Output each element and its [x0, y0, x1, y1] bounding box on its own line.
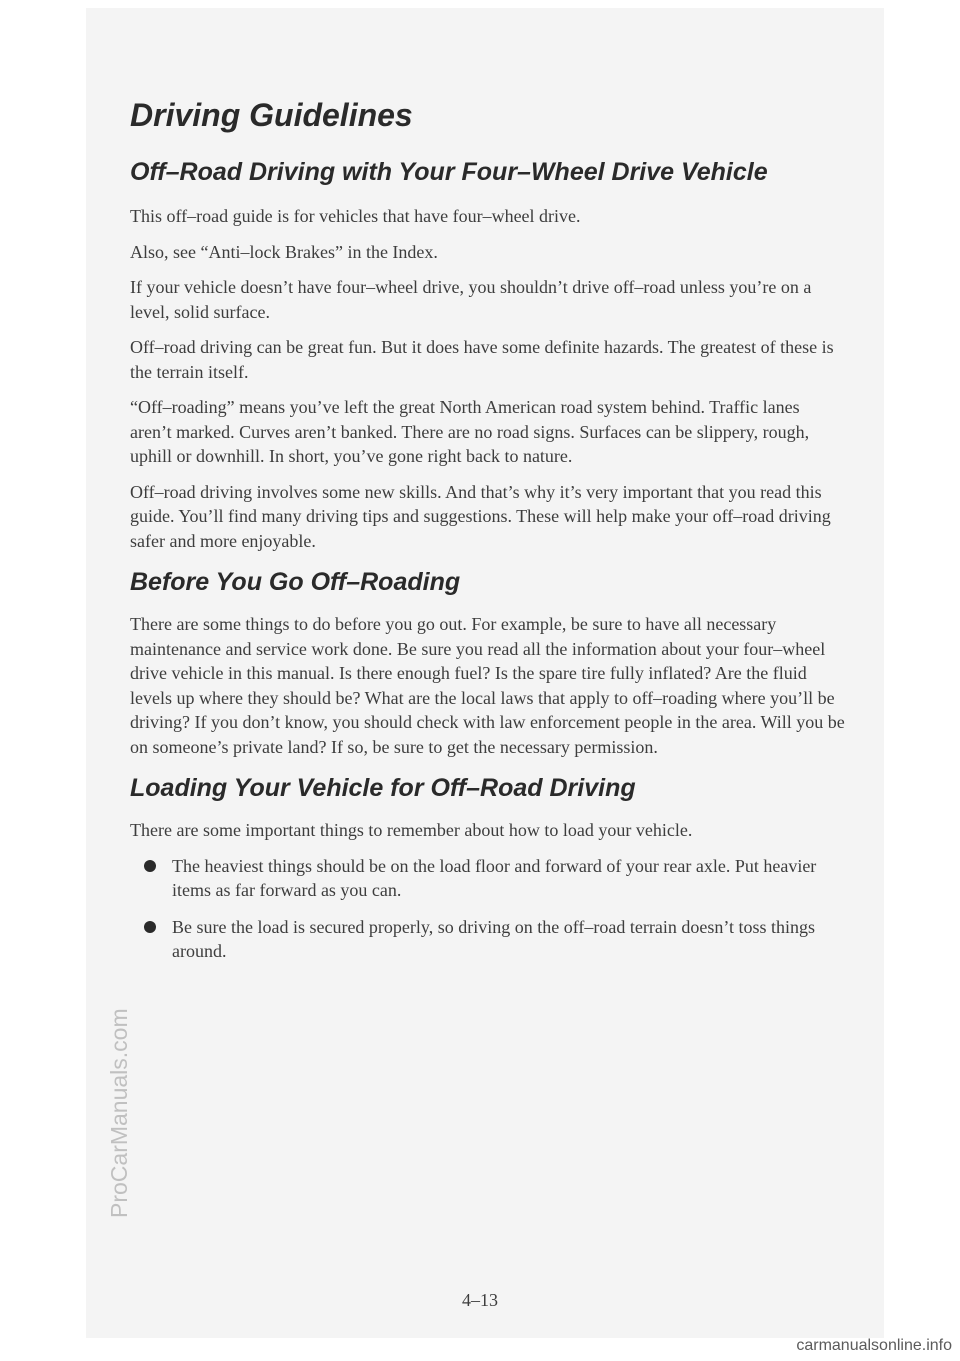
page-number: 4–13 — [462, 1290, 498, 1310]
bullet-icon — [144, 860, 156, 872]
paragraph: “Off–roading” means you’ve left the great North American road system behind. Traffic lanes aren’t marked. Curves aren’t banked. There are no road signs. Surfaces can be slippery, rough, uphill or downhill. In short, you’ve gone right back to nature. — [130, 397, 810, 466]
section-heading-before-you-go: Before You Go Off–Roading — [130, 568, 461, 596]
section-heading-loading-your-vehicle: Loading Your Vehicle for Off–Road Driving — [130, 774, 636, 802]
list-item-text: Be sure the load is secured properly, so driving on the off–road terrain doesn’t toss things around. — [172, 916, 816, 961]
page-title: Driving Guidelines — [130, 97, 413, 133]
paragraph: There are some things to do before you go out. For example, be sure to have all necessary maintenance and service work done. Be sure you read all the information about your four–wheel drive vehicle in this manual. Is there enough fuel? Is the spare tire fully inflated? Are the fluid levels up where they should be? What are the local laws that apply to off–roading where you’ll be driving? If you don’t know, you should check with law enforcement people in the area. Will you be on someone’s private land? If so, be sure to get the necessary permission. — [130, 614, 845, 757]
paragraph: This off–road guide is for vehicles that have four–wheel drive. — [130, 206, 581, 226]
bottom-watermark: carmanualsonline.info — [796, 1337, 952, 1354]
paragraph: Also, see “Anti–lock Brakes” in the Index. — [130, 241, 438, 262]
list-item — [172, 915, 845, 964]
section-heading-off-road-driving: Off–Road Driving with Your Four–Wheel Drive Vehicle — [130, 158, 768, 186]
bullet-list — [130, 854, 845, 964]
list-item-text: The heaviest things should be on the load floor and forward of your rear axle. Put heavier items as far forward as you can. — [172, 855, 817, 900]
paragraph: Off–road driving can be great fun. But it does have some definite hazards. The greatest of these is the terrain itself. — [130, 337, 834, 382]
paragraph: If your vehicle doesn’t have four–wheel drive, you shouldn’t drive off–road unless you’re on a level, solid surface. — [130, 277, 812, 322]
page-content — [130, 96, 845, 976]
paragraph: There are some important things to remember about how to load your vehicle. — [130, 820, 693, 840]
paragraph: Off–road driving involves some new skills. And that’s why it’s very important that you read this guide. You’ll find many driving tips and suggestions. These will help make your off–road driving safer and more enjoyable. — [130, 481, 831, 551]
list-item — [172, 854, 845, 903]
side-watermark: ProCarManuals.com — [106, 1008, 132, 1218]
bullet-icon — [144, 921, 156, 933]
